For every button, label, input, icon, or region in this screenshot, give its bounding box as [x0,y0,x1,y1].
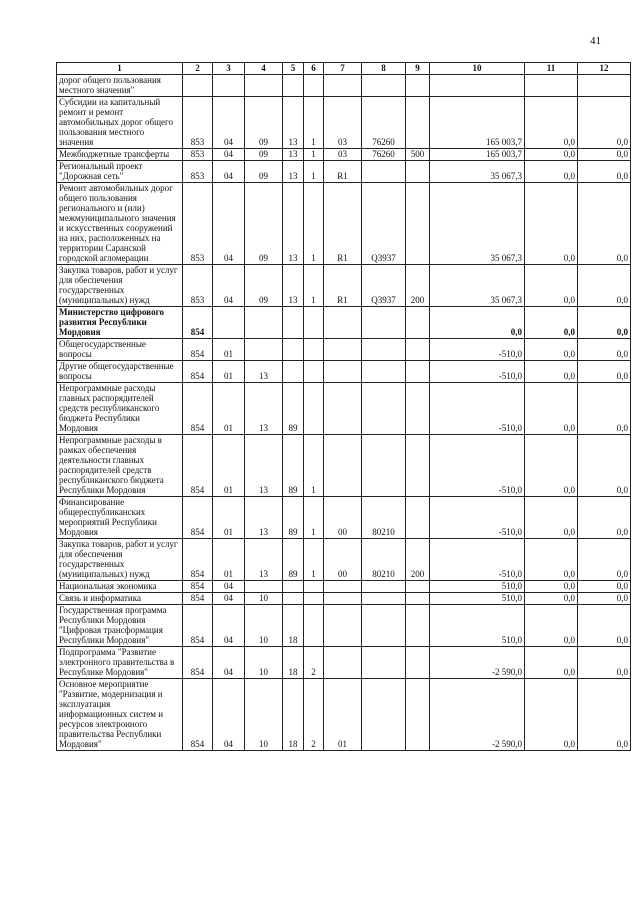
table-cell [362,593,406,605]
table-cell [406,679,430,751]
table-cell: -510,0 [430,497,525,539]
column-header: 11 [525,63,578,75]
table-cell: 13 [283,183,304,265]
table-cell: 04 [213,647,245,679]
table-cell: 500 [406,149,430,161]
table-cell: 853 [183,149,213,161]
table-cell: 0,0 [578,265,631,307]
table-cell: 35 067,3 [430,183,525,265]
table-cell: 0,0 [525,539,578,581]
table-cell: 0,0 [578,307,631,339]
column-header: 4 [245,63,283,75]
table-cell: 0,0 [578,605,631,647]
table-cell: 0,0 [578,497,631,539]
table-row [57,647,631,679]
table-cell [406,593,430,605]
table-cell: 0,0 [578,97,631,149]
table-cell: 2 [304,647,324,679]
table-cell: 76260 [362,97,406,149]
table-row [57,605,631,647]
table-cell: 0,0 [578,435,631,497]
table-cell [362,307,406,339]
table-cell [283,593,304,605]
table-cell: 18 [283,647,304,679]
table-cell [578,75,631,97]
table-cell [362,679,406,751]
row-label-cell: Непрограммные расходы главных распорядителей средств республиканского бюджета Республики Мордовия [57,383,183,435]
table-cell: 1 [304,435,324,497]
table-cell [406,383,430,435]
table-cell: 09 [245,149,283,161]
table-cell: 854 [183,383,213,435]
table-cell: Q3937 [362,183,406,265]
table-cell: 03 [324,97,362,149]
table-cell: 854 [183,339,213,361]
table-cell [213,307,245,339]
table-cell: 0,0 [578,647,631,679]
table-cell: 0,0 [525,149,578,161]
table-cell [213,75,245,97]
table-cell: 0,0 [525,497,578,539]
row-label-cell: Региональный проект "Дорожная сеть" [57,161,183,183]
table-cell: 00 [324,539,362,581]
table-cell [430,75,525,97]
table-body [57,63,631,751]
row-label-cell: Общегосударственные вопросы [57,339,183,361]
table-cell: -510,0 [430,339,525,361]
table-cell [362,75,406,97]
table-row [57,679,631,751]
table-cell: 10 [245,605,283,647]
table-cell [362,435,406,497]
table-cell [245,75,283,97]
table-cell: 854 [183,647,213,679]
table-cell: 165 003,7 [430,97,525,149]
table-cell [304,383,324,435]
table-cell [362,383,406,435]
table-cell [304,75,324,97]
table-cell: -2 590,0 [430,647,525,679]
table-cell: 04 [213,161,245,183]
table-cell [406,581,430,593]
table-cell: 09 [245,161,283,183]
table-cell: 854 [183,497,213,539]
page-number: 41 [590,35,601,47]
table-cell [324,605,362,647]
table-cell: 04 [213,581,245,593]
table-cell: -510,0 [430,361,525,383]
table-cell: R1 [324,265,362,307]
column-header: 8 [362,63,406,75]
table-cell [362,361,406,383]
table-cell [324,593,362,605]
table-cell: 0,0 [578,539,631,581]
table-cell: 0,0 [525,339,578,361]
table-cell [406,307,430,339]
table-cell: 853 [183,161,213,183]
table-cell [283,75,304,97]
table-cell: 01 [213,497,245,539]
table-cell [406,497,430,539]
row-label-cell: Другие общегосударственные вопросы [57,361,183,383]
table-cell [362,605,406,647]
table-cell: 854 [183,361,213,383]
table-cell: 04 [213,183,245,265]
table-cell: 10 [245,593,283,605]
table-cell: 13 [245,539,283,581]
table-cell: 0,0 [578,361,631,383]
table-cell: 853 [183,183,213,265]
column-header: 3 [213,63,245,75]
table-cell: R1 [324,183,362,265]
table-cell: 13 [283,265,304,307]
table-cell [324,75,362,97]
table-cell: 1 [304,497,324,539]
table-cell: 04 [213,605,245,647]
table-cell: 13 [283,149,304,161]
table-cell [304,605,324,647]
table-cell: 09 [245,97,283,149]
table-cell: 03 [324,149,362,161]
table-cell: 13 [245,497,283,539]
table-row [57,307,631,339]
column-header: 6 [304,63,324,75]
table-cell: 0,0 [525,647,578,679]
table-cell [362,581,406,593]
column-header: 10 [430,63,525,75]
table-cell: 1 [304,265,324,307]
table-row [57,581,631,593]
table-cell: 89 [283,435,304,497]
table-cell: 0,0 [525,383,578,435]
table-cell: 0,0 [578,679,631,751]
table-cell: 1 [304,539,324,581]
table-cell: 04 [213,679,245,751]
table-cell: 89 [283,539,304,581]
table-cell: 0,0 [525,605,578,647]
table-cell [324,339,362,361]
table-cell: 854 [183,679,213,751]
table-row [57,361,631,383]
table-cell: 0,0 [578,383,631,435]
table-cell: 0,0 [578,581,631,593]
table-cell: 13 [245,435,283,497]
column-header: 9 [406,63,430,75]
table-cell: 853 [183,265,213,307]
table-cell: 01 [213,361,245,383]
table-cell: 04 [213,265,245,307]
table-cell [324,581,362,593]
table-row [57,593,631,605]
table-cell: 0,0 [578,183,631,265]
table-row [57,265,631,307]
table-cell [324,647,362,679]
column-header: 1 [57,63,183,75]
table-cell: 200 [406,265,430,307]
table-cell [283,307,304,339]
table-cell: 13 [283,161,304,183]
table-cell: 854 [183,307,213,339]
table-cell: 853 [183,97,213,149]
table-cell [406,435,430,497]
table-cell: 0,0 [525,679,578,751]
row-label-cell: Национальная экономика [57,581,183,593]
table-cell: 0,0 [525,593,578,605]
table-cell: R1 [324,161,362,183]
table-header-row [57,63,631,75]
table-cell: -510,0 [430,383,525,435]
row-label-cell: дорог общего пользования местного значения" [57,75,183,97]
table-cell: 10 [245,679,283,751]
table-cell [283,361,304,383]
table-cell: 80210 [362,497,406,539]
table-cell: Q3937 [362,265,406,307]
table-cell: 0,0 [525,361,578,383]
table-cell [304,339,324,361]
table-row [57,539,631,581]
table-cell: 01 [213,383,245,435]
column-header: 7 [324,63,362,75]
table-cell: 18 [283,679,304,751]
row-label-cell: Подпрограмма "Развитие электронного правительства в Республике Мордовия" [57,647,183,679]
table-cell: 09 [245,265,283,307]
table-cell: 35 067,3 [430,161,525,183]
table-cell: 04 [213,593,245,605]
table-cell [283,581,304,593]
table-cell: 200 [406,539,430,581]
table-cell [245,307,283,339]
table-cell [304,581,324,593]
table-cell: 80210 [362,539,406,581]
table-cell: 0,0 [578,339,631,361]
table-cell: 89 [283,383,304,435]
table-cell: 1 [304,97,324,149]
row-label-cell: Субсидии на капитальный ремонт и ремонт автомобильных дорог общего пользования местного значения [57,97,183,149]
table-cell: 510,0 [430,593,525,605]
table-cell [406,361,430,383]
table-cell [283,339,304,361]
table-cell [245,581,283,593]
table-row [57,161,631,183]
table-cell: 854 [183,581,213,593]
table-cell: 0,0 [525,307,578,339]
row-label-cell: Закупка товаров, работ и услуг для обеспечения государственных (муниципальных) нужд [57,539,183,581]
table-cell [406,75,430,97]
table-cell: 854 [183,539,213,581]
table-cell: 13 [245,361,283,383]
table-cell [362,161,406,183]
table-row [57,183,631,265]
table-cell [406,97,430,149]
table-cell [324,383,362,435]
table-cell: 165 003,7 [430,149,525,161]
table-cell [245,339,283,361]
table-cell: 0,0 [525,97,578,149]
table-cell: 04 [213,97,245,149]
table-cell: 510,0 [430,581,525,593]
row-label-cell: Закупка товаров, работ и услуг для обеспечения государственных (муниципальных) нужд [57,265,183,307]
table-cell [324,435,362,497]
table-row [57,497,631,539]
table-cell: -2 590,0 [430,679,525,751]
table-cell: -510,0 [430,435,525,497]
table-cell: 0,0 [525,265,578,307]
table-cell: -510,0 [430,539,525,581]
table-cell: 0,0 [525,435,578,497]
table-cell [304,307,324,339]
column-header: 12 [578,63,631,75]
table-cell: 01 [213,539,245,581]
budget-table [56,62,631,751]
row-label-cell: Министерство цифрового развития Республики Мордовия [57,307,183,339]
column-header: 5 [283,63,304,75]
table-cell: 0,0 [525,161,578,183]
table-cell: 0,0 [430,307,525,339]
table-cell [362,647,406,679]
table-cell: 01 [213,339,245,361]
table-cell [406,161,430,183]
table-cell: 854 [183,593,213,605]
table-cell: 76260 [362,149,406,161]
table-cell: 0,0 [525,183,578,265]
table-cell: 04 [213,149,245,161]
table-cell: 510,0 [430,605,525,647]
row-label-cell: Связь и информатика [57,593,183,605]
table-cell: 13 [245,383,283,435]
table-cell [406,183,430,265]
table-cell [406,605,430,647]
table-row [57,149,631,161]
table-cell: 00 [324,497,362,539]
column-header: 2 [183,63,213,75]
table-cell [324,307,362,339]
table-cell [324,361,362,383]
table-row [57,339,631,361]
table-cell [525,75,578,97]
table-cell: 854 [183,605,213,647]
table-cell [406,339,430,361]
table-cell: 89 [283,497,304,539]
table-cell: 1 [304,183,324,265]
table-cell: 0,0 [578,593,631,605]
table-cell: 0,0 [578,149,631,161]
table-cell [304,361,324,383]
table-row [57,435,631,497]
table-cell: 01 [324,679,362,751]
table-cell: 13 [283,97,304,149]
table-cell: 0,0 [578,161,631,183]
table-cell [183,75,213,97]
table-cell [304,593,324,605]
table-row [57,383,631,435]
row-label-cell: Государственная программа Республики Мордовия "Цифровая трансформация Республики Мордовия" [57,605,183,647]
table-cell [406,647,430,679]
table-row [57,97,631,149]
table-cell: 35 067,3 [430,265,525,307]
table-cell: 0,0 [525,581,578,593]
table-cell: 1 [304,149,324,161]
table-cell [362,339,406,361]
table-cell: 18 [283,605,304,647]
table-cell: 2 [304,679,324,751]
table-cell: 854 [183,435,213,497]
table-row [57,75,631,97]
row-label-cell: Финансирование общереспубликанских мероприятий Республики Мордовия [57,497,183,539]
table-cell: 1 [304,161,324,183]
table-cell: 09 [245,183,283,265]
row-label-cell: Непрограммные расходы в рамках обеспечения деятельности главных распорядителей средств республиканского бюджета Республики Мордовия [57,435,183,497]
row-label-cell: Основное мероприятие "Развитие, модернизация и эксплуатация информационных систем и ресурсов электронного правительства Республики Мордовия" [57,679,183,751]
row-label-cell: Межбюджетные трансферты [57,149,183,161]
row-label-cell: Ремонт автомобильных дорог общего пользования регионального и (или) межмуниципального значения и искусственных сооружений на них, расположенных на территории Саранской городской агломерации [57,183,183,265]
table-cell: 01 [213,435,245,497]
table-cell: 10 [245,647,283,679]
